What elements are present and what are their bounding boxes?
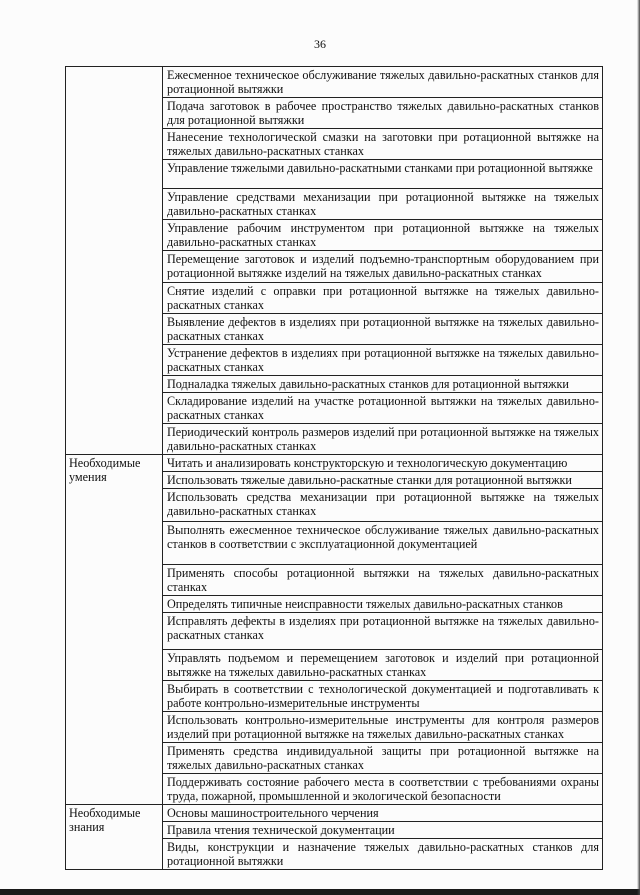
item-cell: Определять типичные неисправности тяжелых давильно-раскатных станков (163, 596, 603, 613)
item-cell: Использовать средства механизации при ротационной вытяжке на тяжелых давильно-раскатных станках (163, 489, 603, 522)
item-cell: Выбирать в соответствии с технологической документацией и подготавливать к работе контрольно-измерительные инструменты (163, 681, 603, 712)
table-row (66, 67, 603, 98)
item-cell: Снятие изделий с оправки при ротационной вытяжке на тяжелых давильно-раскатных станках (163, 283, 603, 314)
category-cell: Необходимые знания (66, 805, 163, 870)
item-cell: Правила чтения технической документации (163, 822, 603, 839)
scan-edge-bottom (0, 889, 640, 895)
item-cell: Использовать тяжелые давильно-раскатные станки для ротационной вытяжки (163, 472, 603, 489)
item-cell: Виды, конструкции и назначение тяжелых давильно-раскатных станков для ротационной вытяжки (163, 839, 603, 870)
item-cell: Управление рабочим инструментом при ротационной вытяжке на тяжелых давильно-раскатных станках (163, 220, 603, 251)
table-row (66, 805, 603, 822)
item-cell: Использовать контрольно-измерительные инструменты для контроля размеров изделий при ротационной вытяжке на тяжелых давильно-раскатных станках (163, 712, 603, 743)
item-cell: Подналадка тяжелых давильно-раскатных станков для ротационной вытяжки (163, 376, 603, 393)
item-cell: Ежесменное техническое обслуживание тяжелых давильно-раскатных станков для ротационной вытяжки (163, 67, 603, 98)
item-cell: Поддерживать состояние рабочего места в соответствии с требованиями охраны труда, пожарной, промышленной и экологической безопасности (163, 774, 603, 805)
item-cell: Исправлять дефекты в изделиях при ротационной вытяжке на тяжелых давильно-раскатных станках (163, 613, 603, 650)
item-cell: Выполнять ежесменное техническое обслуживание тяжелых давильно-раскатных станков в соответствии с эксплуатационной документацией (163, 522, 603, 565)
page-number: 36 (314, 37, 326, 51)
item-cell: Управление тяжелыми давильно-раскатными станками при ротационной вытяжке (163, 160, 603, 189)
requirements-table (65, 66, 603, 870)
item-cell: Подача заготовок в рабочее пространство тяжелых давильно-раскатных станков для ротационной вытяжки (163, 98, 603, 129)
item-cell: Управление средствами механизации при ротационной вытяжке на тяжелых давильно-раскатных станках (163, 189, 603, 220)
category-cell (66, 67, 163, 455)
item-cell: Применять способы ротационной вытяжки на тяжелых давильно-раскатных станках (163, 565, 603, 596)
item-cell: Применять средства индивидуальной защиты при ротационной вытяжке на тяжелых давильно-раскатных станках (163, 743, 603, 774)
item-cell: Нанесение технологической смазки на заготовки при ротационной вытяжке на тяжелых давильно-раскатных станках (163, 129, 603, 160)
item-cell: Складирование изделий на участке ротационной вытяжки на тяжелых давильно-раскатных станках (163, 393, 603, 424)
table-row (66, 455, 603, 472)
item-cell: Управлять подъемом и перемещением заготовок и изделий при ротационной вытяжке на тяжелых давильно-раскатных станках (163, 650, 603, 681)
item-cell: Выявление дефектов в изделиях при ротационной вытяжке на тяжелых давильно-раскатных станках (163, 314, 603, 345)
item-cell: Читать и анализировать конструкторскую и технологическую документацию (163, 455, 603, 472)
item-cell: Устранение дефектов в изделиях при ротационной вытяжке на тяжелых давильно-раскатных станках (163, 345, 603, 376)
item-cell: Основы машиностроительного черчения (163, 805, 603, 822)
category-cell: Необходимые умения (66, 455, 163, 805)
item-cell: Перемещение заготовок и изделий подъемно-транспортным оборудованием при ротационной вытяжке изделий на тяжелых давильно-раскатных станках (163, 251, 603, 283)
item-cell: Периодический контроль размеров изделий при ротационной вытяжке на тяжелых давильно-раскатных станках (163, 424, 603, 455)
